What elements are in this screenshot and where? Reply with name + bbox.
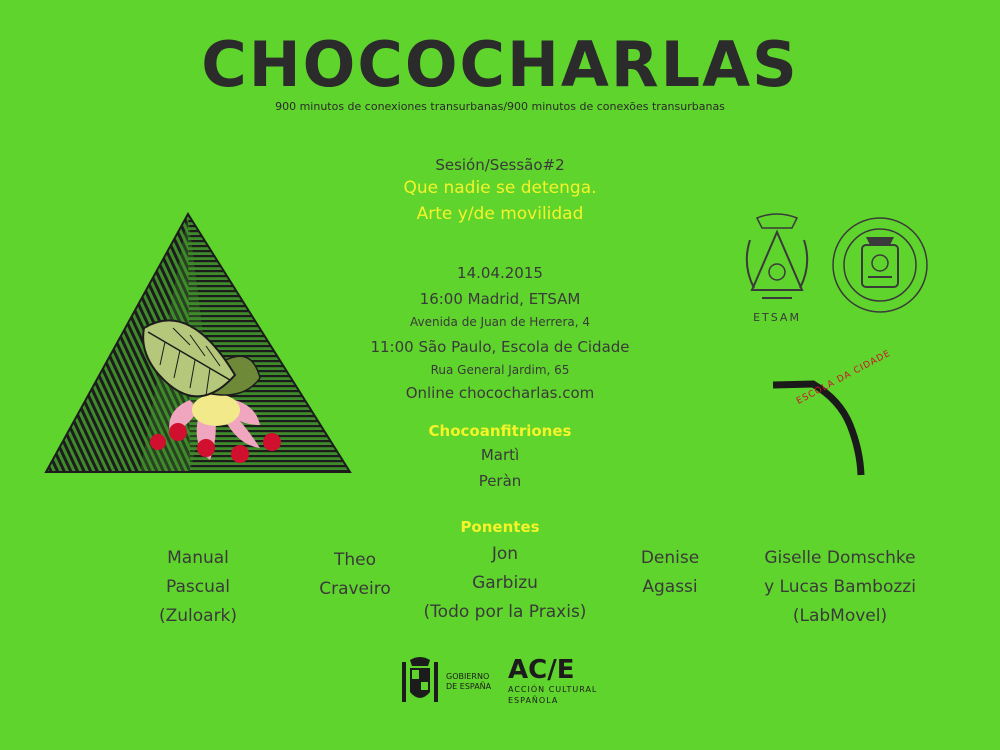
speaker-line: (Todo por la Praxis)	[423, 602, 587, 622]
ace-logo	[508, 656, 628, 712]
speaker-line: Pascual	[165, 577, 231, 597]
madrid-time: 16:00 Madrid, ETSAM	[419, 290, 581, 308]
speaker-line: (Zuloark)	[158, 606, 238, 626]
speaker-line: Jon	[491, 544, 519, 564]
host-name: Martì	[480, 446, 520, 464]
speaker-line: Agassi	[642, 577, 698, 597]
etsam-label: ETSAM	[753, 311, 801, 324]
ace-line: ESPAÑOLA	[508, 696, 559, 705]
event-date: 14.04.2015	[457, 264, 543, 282]
spain-coat-of-arms-icon	[398, 656, 442, 708]
speaker-line: y Lucas Bambozzi	[764, 577, 916, 597]
speaker-line: Manual	[167, 548, 229, 568]
speaker-4	[610, 544, 730, 602]
ace-line: ACCIÓN CULTURAL	[508, 685, 598, 694]
hosts-label: Chocoanfitriones	[428, 422, 572, 440]
gobierno-text	[446, 672, 491, 692]
speaker-line: (LabMovel)	[792, 606, 888, 626]
saopaulo-address: Rua General Jardim, 65	[430, 363, 570, 377]
host-name: Peràn	[478, 472, 522, 490]
page-title: CHOCOCHARLAS	[201, 28, 799, 101]
ace-mark: AC/E	[508, 655, 575, 685]
page-subtitle: 900 minutos de conexiones transurbanas/900 minutos de conexões transurbanas	[275, 100, 725, 113]
speaker-3	[400, 540, 610, 627]
speaker-line: Theo	[333, 550, 377, 570]
university-seal-icon	[830, 215, 930, 315]
gobierno-logo	[398, 656, 508, 708]
saopaulo-time: 11:00 São Paulo, Escola de Cidade	[370, 338, 630, 356]
online-link[interactable]: Online chococharlas.com	[405, 384, 595, 402]
speaker-5	[740, 544, 940, 631]
madrid-address: Avenida de Juan de Herrera, 4	[410, 315, 590, 329]
speaker-line: Craveiro	[319, 579, 391, 599]
triangle-leaf-illustration	[40, 210, 360, 480]
speakers-label: Ponentes	[460, 518, 540, 536]
escola-da-cidade-label: ESCOLA DA CIDADE	[795, 348, 893, 407]
gobierno-line: DE ESPAÑA	[446, 682, 492, 691]
speaker-line: Denise	[640, 548, 700, 568]
speaker-line: Giselle Domschke	[764, 548, 916, 568]
session-title-line-1: Que nadie se detenga.	[403, 178, 597, 198]
gobierno-line: GOBIERNO	[446, 672, 490, 681]
session-label: Sesión/Sessão#2	[435, 156, 565, 174]
speaker-line: Garbizu	[472, 573, 538, 593]
speaker-1	[118, 544, 278, 631]
session-title-line-2: Arte y/de movilidad	[416, 204, 584, 224]
